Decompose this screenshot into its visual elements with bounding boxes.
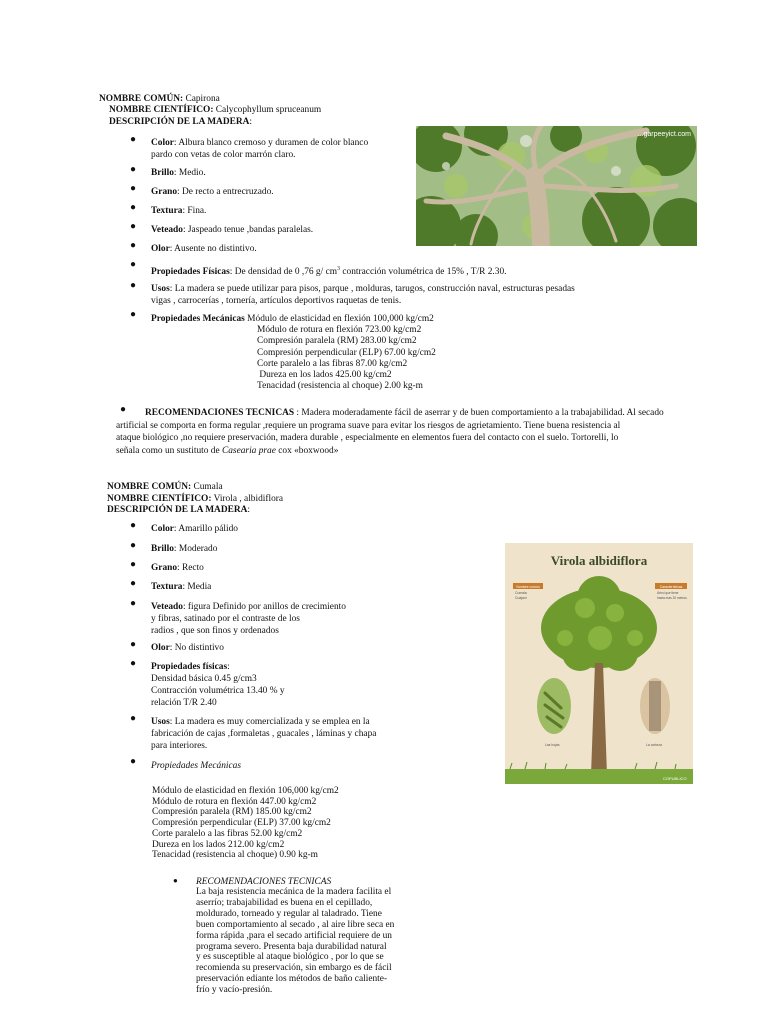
s2-brillo-label: Brillo — [151, 544, 174, 554]
s2-mecanicas-line: Dureza en los lados 212.00 kg/cm2 — [152, 839, 285, 850]
s1-fisicas-text-2: contracción volumétrica de 15% , T/R 2.30. — [340, 267, 507, 278]
s2-fisicas-line: relación T/R 2.40 — [151, 698, 217, 708]
s1-reco-label: RECOMENDACIONES TECNICAS — [145, 408, 295, 418]
s2-reco-line: buen comportamiento al secado , al aire libre seca en — [196, 919, 395, 930]
tree-photo-illustration — [416, 126, 697, 246]
s2-scientific-name-line: NOMBRE CIENTÍFICO: Virola , albidiflora — [107, 494, 284, 504]
bullet-icon: ● — [130, 578, 137, 589]
poster-bark-caption: La corteza — [646, 743, 662, 747]
s1-description-label: DESCRIPCIÓN DE LA MADERA — [109, 117, 250, 127]
s2-reco-line: y es susceptible al ataque biológico , por lo que se — [196, 952, 384, 963]
s1-color-text-2: pardo con vetas de color marrón claro. — [151, 150, 296, 160]
s2-veteado-text-2: y fibras, satinado por el contraste de los — [151, 614, 300, 624]
s2-mecanicas-line: Módulo de elasticidad en flexión 106,000 kg/cm2 — [152, 786, 339, 796]
s2-mecanicas-label: Propiedades Mecánicas — [151, 761, 241, 771]
s2-color-item — [151, 523, 238, 535]
s2-textura-label: Textura — [151, 582, 183, 592]
s1-reco-line: ataque biológico ,no requiere preservación, madera durable , especialmente en elementos fuera del contacto con el suelo. Tortorelli, lo — [116, 433, 619, 443]
virola-poster — [505, 543, 693, 784]
bullet-icon: ● — [173, 876, 178, 885]
s1-olor-item — [151, 243, 257, 255]
bullet-icon: ● — [130, 598, 137, 609]
s1-usos-item — [151, 283, 575, 307]
s1-olor-label: Olor — [151, 244, 170, 254]
s2-brillo-item — [151, 543, 217, 555]
s2-usos-text: : La madera es muy comercializada y se emplea en la — [169, 717, 370, 727]
s1-reco-line: artificial se comporta en forma regular ,requiere un programa suave para evitar los riesgos de agrietamiento. Tiene buena resistencia al — [116, 420, 621, 431]
s1-scientific-name: Calycophyllum spruceanum — [215, 105, 322, 115]
s2-mecanicas-line: Tenacidad (resistencia al choque) 0.90 kg-m — [152, 850, 318, 861]
s1-veteado-item — [151, 224, 313, 236]
bullet-icon: ● — [130, 309, 137, 320]
s1-recommendations — [145, 407, 664, 420]
s2-color-label: Color — [151, 524, 174, 534]
s2-grano-item — [151, 562, 204, 574]
s2-common-name: Cumala — [193, 482, 223, 492]
s1-mecanicas-list — [257, 325, 436, 393]
capirona-tree-photo — [416, 126, 697, 246]
s2-olor-text: : No distintivo — [169, 643, 224, 653]
virola-poster-illustration — [505, 543, 693, 784]
bullet-icon: ● — [120, 404, 127, 415]
s1-reco-species-ref: Casearia prae — [221, 445, 276, 456]
s2-scientific-label: NOMBRE CIENTÍFICO — [107, 494, 209, 504]
s1-fisicas-item — [151, 263, 506, 278]
s1-common-label: NOMBRE COMÚN — [99, 94, 180, 104]
s2-scientific-name: Virola , albidiflora — [213, 494, 284, 504]
s1-fisicas-sup: 3 — [337, 266, 341, 272]
s2-reco-line: preservación ediante los métodos de baño caliente- — [196, 974, 388, 985]
s2-veteado-label: Veteado — [151, 602, 183, 612]
s1-fisicas-label: Propiedades Físicas — [151, 267, 230, 278]
s2-reco-line: aserrío; trabajabilidad es buena en el cepillado, — [196, 897, 373, 908]
s1-olor-text: : Ausente no distintivo. — [169, 244, 257, 254]
s2-reco-line: moldurado, torneado y regular al taladrado. Tiene — [196, 908, 382, 919]
bullet-icon: ● — [130, 658, 137, 669]
s2-textura-item — [151, 581, 211, 593]
bullet-icon: ● — [130, 520, 137, 531]
poster-leaf-caption: Las hojas — [545, 743, 560, 747]
bullet-icon: ● — [130, 639, 137, 650]
s2-textura-text: : Media — [182, 582, 212, 592]
s2-color-text: : Amarillo pálido — [173, 524, 238, 534]
s2-mecanicas-line: Compresión perpendicular (ELP) 37.00 kg/cm2 — [152, 818, 331, 829]
s1-common-name: Capirona — [185, 94, 220, 104]
s2-grano-text: : Recto — [177, 563, 204, 573]
bullet-icon: ● — [130, 240, 137, 251]
s2-mecanicas-line: Corte paralelo a las fibras 52.00 kg/cm2 — [152, 828, 303, 839]
s1-veteado-label: Veteado — [151, 225, 183, 235]
s1-color-text: : Albura blanco cremoso y duramen de color blanco — [173, 138, 369, 148]
bullet-icon: ● — [130, 540, 137, 551]
bullet-icon: ● — [130, 259, 137, 270]
s2-fisicas-line: Contracción volumétrica 13.40 % y — [151, 686, 285, 696]
s1-grano-text: : De recto a entrecruzado. — [177, 187, 274, 197]
s1-reco-line: cox «boxwood» — [275, 445, 339, 456]
bullet-icon: ● — [130, 280, 137, 291]
s2-veteado-text: : figura Definido por anillos de crecimiento — [182, 602, 346, 612]
s2-usos-item — [151, 716, 376, 752]
s2-mecanicas-list — [152, 786, 339, 861]
s1-usos-label: Usos — [151, 284, 170, 294]
poster-brand: COPUBLICO — [663, 776, 687, 781]
poster-right-box: Características — [659, 585, 683, 589]
s2-usos-label: Usos — [151, 717, 170, 727]
s1-color-label: Color — [151, 138, 174, 148]
poster-left-text: Cuajaní — [515, 596, 527, 600]
s1-recommendations-body — [116, 420, 620, 458]
s1-mecanicas-line: Corte paralelo a las fibras 87.00 kg/cm2 — [257, 358, 408, 369]
s2-reco-line: frío y vacío-presión. — [196, 985, 273, 996]
s2-usos-text-3: para interiores. — [151, 741, 208, 751]
bullet-icon: ● — [130, 221, 137, 232]
s2-olor-label: Olor — [151, 643, 170, 653]
s2-reco-line: La baja resistencia mecánica de la madera facilita el — [196, 887, 392, 897]
s1-mecanicas-line: Compresión perpendicular (ELP) 67.00 kg/cm2 — [257, 347, 436, 358]
s1-brillo-item — [151, 167, 206, 179]
s1-brillo-text: : Medio. — [173, 168, 206, 178]
s2-fisicas-item: Propiedades físicas: Densidad básica 0.45 g/cm3 Contracción volumétrica 13.40 % y relación T/R 2.40 — [151, 662, 285, 708]
s1-mecanicas-line: Compresión paralela (RM) 283.00 kg/cm2 — [257, 336, 417, 347]
s1-scientific-label: NOMBRE CIENTÍFICO — [109, 105, 211, 115]
bullet-icon: ● — [130, 202, 137, 213]
s2-olor-item — [151, 642, 224, 654]
s2-reco-line: programa severo. Presenta baja durabilidad natural — [196, 941, 387, 952]
s1-mecanicas-label: Propiedades Mecánicas — [151, 314, 245, 324]
bullet-icon: ● — [130, 134, 137, 145]
s2-common-name-line: NOMBRE COMÚN: Cumala — [107, 482, 223, 492]
s1-grano-label: Grano — [151, 187, 178, 197]
s2-reco-line: forma rápida ,para el secado artificial requiere de un — [196, 930, 392, 941]
s2-description-label: DESCRIPCIÓN DE LA MADERA — [107, 505, 248, 515]
bullet-icon: ● — [130, 713, 137, 724]
s1-color-item — [151, 137, 368, 161]
s1-mecanicas-line: Módulo de rotura en flexión 723.00 kg/cm2 — [257, 325, 422, 335]
s2-recommendations-body — [196, 887, 394, 996]
poster-right-text: hasta más 20 metros — [657, 596, 687, 600]
s1-description-heading: DESCRIPCIÓN DE LA MADERA: — [109, 117, 252, 127]
s2-fisicas-label: Propiedades físicas — [151, 662, 228, 672]
s1-brillo-label: Brillo — [151, 168, 174, 178]
s1-veteado-text: : Jaspeado tenue ,bandas paralelas. — [182, 225, 314, 235]
s1-textura-label: Textura — [151, 206, 183, 216]
s2-grano-label: Grano — [151, 563, 178, 573]
s1-reco-text: : Madera moderadamente fácil de aserrar y de buen comportamiento a la trabajabilidad. Al secado — [294, 408, 664, 418]
bullet-icon: ● — [130, 183, 137, 194]
s1-textura-text: : Fina. — [182, 206, 207, 216]
s1-mecanicas-line: Tenacidad (resistencia al choque) 2.00 kg-m — [257, 381, 423, 392]
poster-right-text: Árbol que tiene — [657, 591, 679, 595]
s2-reco-label: RECOMENDACIONES TECNICAS — [196, 877, 332, 887]
poster-left-box: Nombre común — [516, 585, 540, 589]
poster-left-text: Cumala — [515, 591, 527, 595]
s2-brillo-text: : Moderado — [173, 544, 218, 554]
s1-scientific-name-line: NOMBRE CIENTÍFICO: Calycophyllum spruceanum — [109, 105, 322, 115]
bullet-icon: ● — [130, 756, 137, 767]
s2-fisicas-line: Densidad básica 0.45 g/cm3 — [151, 674, 257, 684]
s2-description-heading: DESCRIPCIÓN DE LA MADERA: — [107, 505, 250, 515]
s1-fisicas-text: : De densidad de 0 ,76 g/ cm — [229, 267, 338, 278]
s2-veteado-item — [151, 601, 346, 637]
s1-grano-item — [151, 186, 274, 198]
bullet-icon: ● — [130, 164, 137, 175]
s2-mecanicas-line: Compresión paralela (RM) 185.00 kg/cm2 — [152, 807, 312, 818]
s1-common-name-line: NOMBRE COMÚN: Capirona — [99, 94, 220, 104]
s1-mecanicas-item — [151, 313, 434, 325]
s1-usos-text: : La madera se puede utilizar para pisos, parque , molduras, tarugos, construcción naval, estructuras pesadas — [169, 284, 575, 294]
s2-reco-line: recomienda su preservación, sin embargo es de fácil — [196, 963, 392, 974]
s2-common-label: NOMBRE COMÚN — [107, 482, 188, 492]
s2-veteado-text-3: radios , que son finos y ordenados — [151, 626, 279, 636]
s1-usos-text-2: vigas , carrocerías , tornería, artículos deportivos raquetas de tenis. — [151, 296, 402, 306]
s1-mecanicas-line: Dureza en los lados 425.00 kg/cm2 — [257, 370, 392, 381]
s2-usos-text-2: fabricación de cajas ,formaletas , guacales , láminas y chapa — [151, 729, 377, 739]
s1-reco-line: señala como un sustituto de — [116, 445, 222, 456]
photo-watermark: ...garpeeyict.com — [637, 131, 691, 138]
s1-mecanicas-line: Módulo de elasticidad en flexión 100,000 kg/cm2 — [247, 314, 434, 324]
bullet-icon: ● — [130, 559, 137, 570]
s2-mecanicas-line: Módulo de rotura en flexión 447.00 kg/cm2 — [152, 796, 317, 807]
s1-textura-item — [151, 205, 206, 217]
poster-title: Virola albidiflora — [550, 553, 648, 568]
